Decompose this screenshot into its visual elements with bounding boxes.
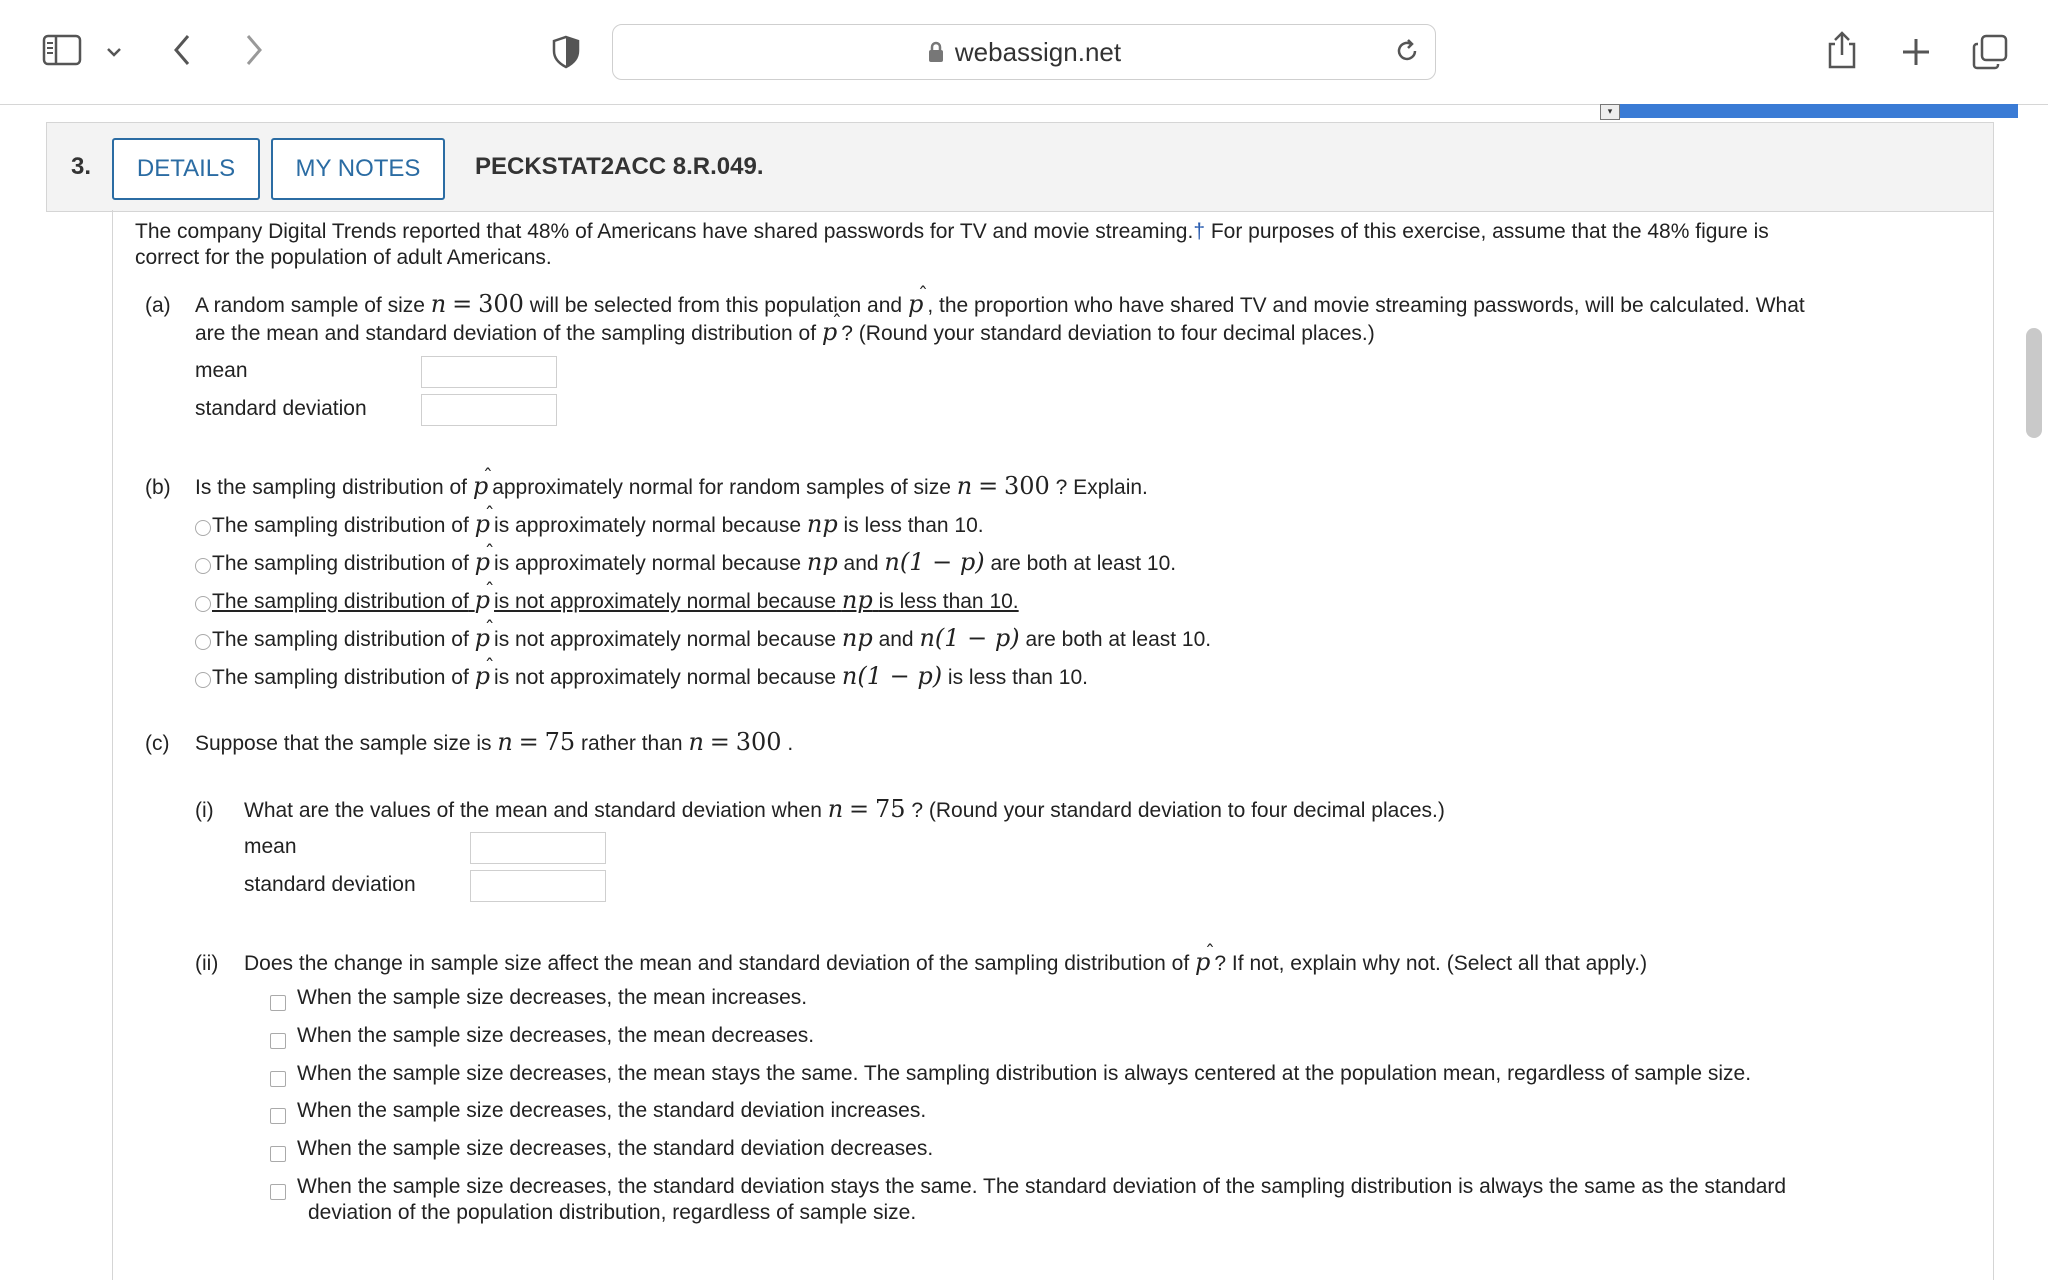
part-c-ii-option-2[interactable]: When the sample size decreases, the mean decreases. bbox=[297, 1024, 815, 1047]
part-a-label: (a) bbox=[145, 294, 171, 317]
plus-icon[interactable] bbox=[1896, 32, 1936, 72]
part-c-i-label: (i) bbox=[195, 799, 214, 822]
question-header bbox=[46, 122, 1994, 212]
intro-line-2: correct for the population of adult Americans. bbox=[135, 246, 552, 269]
mini-dropdown[interactable]: ▾ bbox=[1600, 104, 1620, 120]
part-a-mean-input[interactable] bbox=[421, 356, 557, 388]
my-notes-button[interactable]: MY NOTES bbox=[271, 138, 445, 200]
part-b-option-5[interactable]: The sampling distribution of p ˆ is not approximately normal because n(1 − p) is less than 10. bbox=[212, 663, 1088, 691]
part-b-option-1[interactable]: The sampling distribution of p ˆ is approximately normal because np is less than 10. bbox=[212, 511, 984, 539]
share-icon[interactable] bbox=[1822, 28, 1862, 72]
lock-icon bbox=[927, 27, 945, 81]
details-button[interactable]: DETAILS bbox=[112, 138, 260, 200]
part-c-question: Suppose that the sample size is n = 75 rather than n = 300 . bbox=[195, 728, 794, 756]
part-c-i-sd-input[interactable] bbox=[470, 870, 606, 902]
part-b-option-2[interactable]: The sampling distribution of p ˆ is approximately normal because np and n(1 − p) are both at least 10. bbox=[212, 549, 1176, 577]
question-body bbox=[112, 210, 1994, 1280]
shield-icon[interactable] bbox=[548, 32, 584, 72]
chevron-down-icon[interactable] bbox=[100, 38, 128, 66]
part-a-sd-input[interactable] bbox=[421, 394, 557, 426]
part-b-label: (b) bbox=[145, 476, 171, 499]
part-c-ii-checkbox-6[interactable] bbox=[270, 1184, 286, 1200]
part-c-ii-checkbox-4[interactable] bbox=[270, 1108, 286, 1124]
part-c-ii-checkbox-2[interactable] bbox=[270, 1033, 286, 1049]
part-c-i-sd-label: standard deviation bbox=[244, 873, 416, 896]
question-code: PECKSTAT2ACC 8.R.049. bbox=[475, 153, 764, 180]
part-c-i-mean-input[interactable] bbox=[470, 832, 606, 864]
part-b-radio-2[interactable] bbox=[195, 558, 211, 574]
part-c-ii-label: (ii) bbox=[195, 952, 219, 975]
part-b-radio-1[interactable] bbox=[195, 520, 211, 536]
part-c-ii-checkbox-3[interactable] bbox=[270, 1071, 286, 1087]
question-number: 3. bbox=[71, 153, 92, 180]
part-c-label: (c) bbox=[145, 732, 170, 755]
part-b-option-3[interactable]: The sampling distribution of p ˆ is not approximately normal because np is less than 10. bbox=[212, 587, 1019, 615]
address-bar[interactable] bbox=[612, 24, 1436, 80]
part-c-ii-checkbox-1[interactable] bbox=[270, 995, 286, 1011]
forward-arrow-icon[interactable] bbox=[236, 30, 272, 70]
part-c-i-mean-label: mean bbox=[244, 835, 297, 858]
footnote-dagger[interactable]: † bbox=[1193, 220, 1205, 243]
url-text: webassign.net bbox=[954, 37, 1122, 67]
part-a-line-2: are the mean and standard deviation of the sampling distribution of p ˆ ? (Round your standard deviation to four decimal places.) bbox=[195, 319, 1375, 347]
part-c-ii-question: Does the change in sample size affect the mean and standard deviation of the sampling distribution of p ˆ ? If not, explain why not. (Select all that apply.) bbox=[244, 949, 1647, 977]
back-arrow-icon[interactable] bbox=[164, 30, 200, 70]
part-c-ii-option-5[interactable]: When the sample size decreases, the standard deviation decreases. bbox=[297, 1137, 934, 1160]
tabs-overview-icon[interactable] bbox=[1970, 32, 2010, 72]
intro-line-1: The company Digital Trends reported that 48% of Americans have shared passwords for TV and movie streaming.† For purposes of this exercise, assume that the 48% figure is bbox=[135, 220, 1769, 243]
progress-strip bbox=[1620, 104, 2018, 118]
part-c-ii-option-6-cont[interactable]: deviation of the population distribution, regardless of sample size. bbox=[308, 1201, 917, 1224]
sidebar-icon[interactable] bbox=[40, 32, 84, 68]
part-b-radio-3[interactable] bbox=[195, 596, 211, 612]
part-b-radio-4[interactable] bbox=[195, 634, 211, 650]
scrollbar-thumb[interactable] bbox=[2026, 328, 2042, 438]
browser-toolbar bbox=[0, 0, 2048, 105]
part-a-line-1: A random sample of size n = 300 will be selected from this population and p ˆ , the proportion who have shared TV and movie streaming passwords, will be calculated. What bbox=[195, 291, 1805, 319]
part-a-sd-label: standard deviation bbox=[195, 397, 367, 420]
part-c-ii-option-1[interactable]: When the sample size decreases, the mean increases. bbox=[297, 986, 808, 1009]
part-c-ii-checkbox-5[interactable] bbox=[270, 1146, 286, 1162]
part-c-ii-option-3[interactable]: When the sample size decreases, the mean stays the same. The sampling distribution is always centered at the population mean, regardless of sample size. bbox=[297, 1062, 1752, 1085]
part-a-mean-label: mean bbox=[195, 359, 248, 382]
part-c-i-question: What are the values of the mean and standard deviation when n = 75 ? (Round your standard deviation to four decimal places.) bbox=[244, 795, 1445, 823]
part-b-radio-5[interactable] bbox=[195, 672, 211, 688]
part-b-option-4[interactable]: The sampling distribution of p ˆ is not approximately normal because np and n(1 − p) are both at least 10. bbox=[212, 625, 1211, 653]
part-c-ii-option-4[interactable]: When the sample size decreases, the standard deviation increases. bbox=[297, 1099, 927, 1122]
reload-icon[interactable] bbox=[1393, 37, 1421, 70]
part-c-ii-option-6[interactable]: When the sample size decreases, the standard deviation stays the same. The standard deviation of the sampling distribution is always the same as the standard bbox=[297, 1175, 1787, 1198]
part-b-question: Is the sampling distribution of p ˆ approximately normal for random samples of size n = 300 ? Explain. bbox=[195, 473, 1148, 501]
